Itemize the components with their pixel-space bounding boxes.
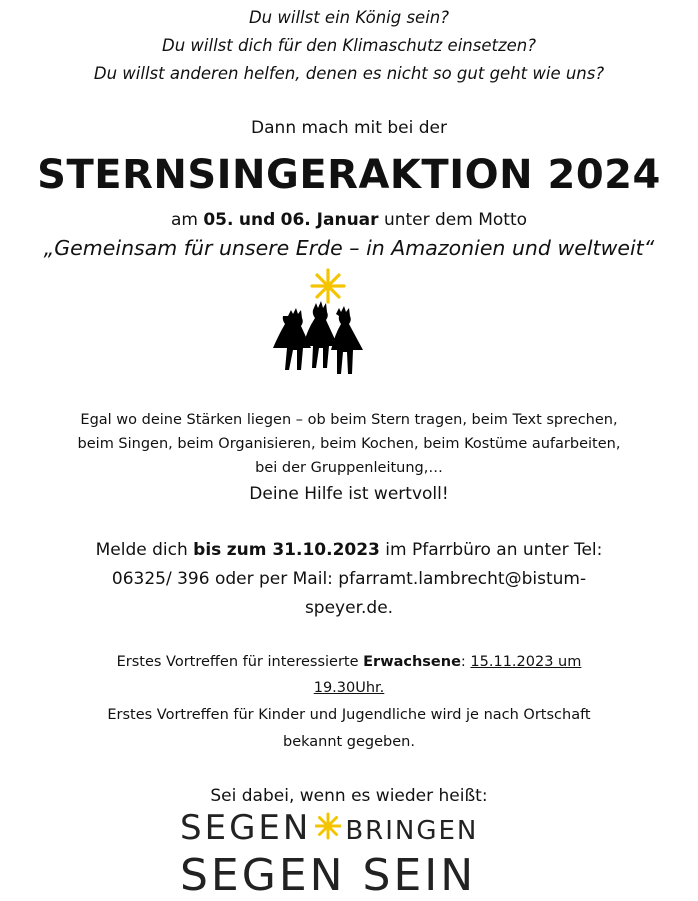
segen-bringen-logo [180,808,480,900]
date-pre: am [170,210,198,230]
motto: „Gemeinsam für unsere Erde – in Amazonien und weltweit“ [43,236,655,260]
page-title [0,152,698,198]
intro-question-3: Du willst anderen helfen, denen es nicht so gut geht wie uns? [93,64,605,83]
meeting-line-2: 19.30Uhr. [313,680,385,696]
register-post: im Pfarrbüro an unter Tel: [385,540,603,560]
meeting-adults: Erwachsene [363,654,461,670]
meeting-line-3: Erstes Vortreffen für Kinder und Jugendliche wird je nach Ortschaft [107,707,591,723]
title-word: STERNSINGERAKTION [37,152,534,198]
meeting-pre: Erstes Vortreffen für interessierte [116,654,359,670]
date-day-2: 06. Januar [280,210,379,230]
meeting-line-4: bekannt gegeben. [282,734,415,750]
strengths-line-3: bei der Gruppenleitung,… [255,460,443,476]
register-line-1 [0,540,698,560]
star-icon [315,811,341,841]
date-und: und [238,210,276,230]
register-line-3: speyer.de. [304,598,394,618]
register-pre: Melde dich [95,540,188,560]
logo-word-bringen: BRINGEN [345,816,479,846]
date-post: unter dem Motto [383,210,528,230]
strengths-line-2: beim Singen, beim Organisieren, beim Kochen, beim Kostüme aufarbeiten, [77,436,621,452]
strengths-line-1: Egal wo deine Stärken liegen – ob beim Stern tragen, beim Text sprechen, [80,412,618,428]
strengths-highlight: Deine Hilfe ist wertvoll! [249,484,449,504]
register-deadline: zum 31.10.2023 [226,540,380,560]
logo-word-segen: SEGEN [180,808,312,848]
date-line [0,210,698,230]
logo-line-segen-sein: SEGEN SEIN [180,850,477,901]
meeting-date: 15.11.2023 um [470,654,582,670]
intro-question-1: Du willst ein König sein? [248,8,450,27]
date-day-1: 05. [203,210,234,230]
title-year: 2024 [547,152,661,198]
closing-text: Sei dabei, wenn es wieder heißt: [210,786,488,806]
meeting-colon: : [460,654,466,670]
meeting-line-1 [0,654,698,670]
register-line-2: 06325/ 396 oder per Mail: pfarramt.lambrecht@bistum- [111,569,587,589]
invite-text: Dann mach mit bei der [251,118,447,138]
register-bis: bis [193,540,222,560]
star-icon [312,270,344,302]
intro-question-2: Du willst dich für den Klimaschutz einsetzen? [162,36,536,55]
three-kings-silhouette-icon [268,268,368,392]
